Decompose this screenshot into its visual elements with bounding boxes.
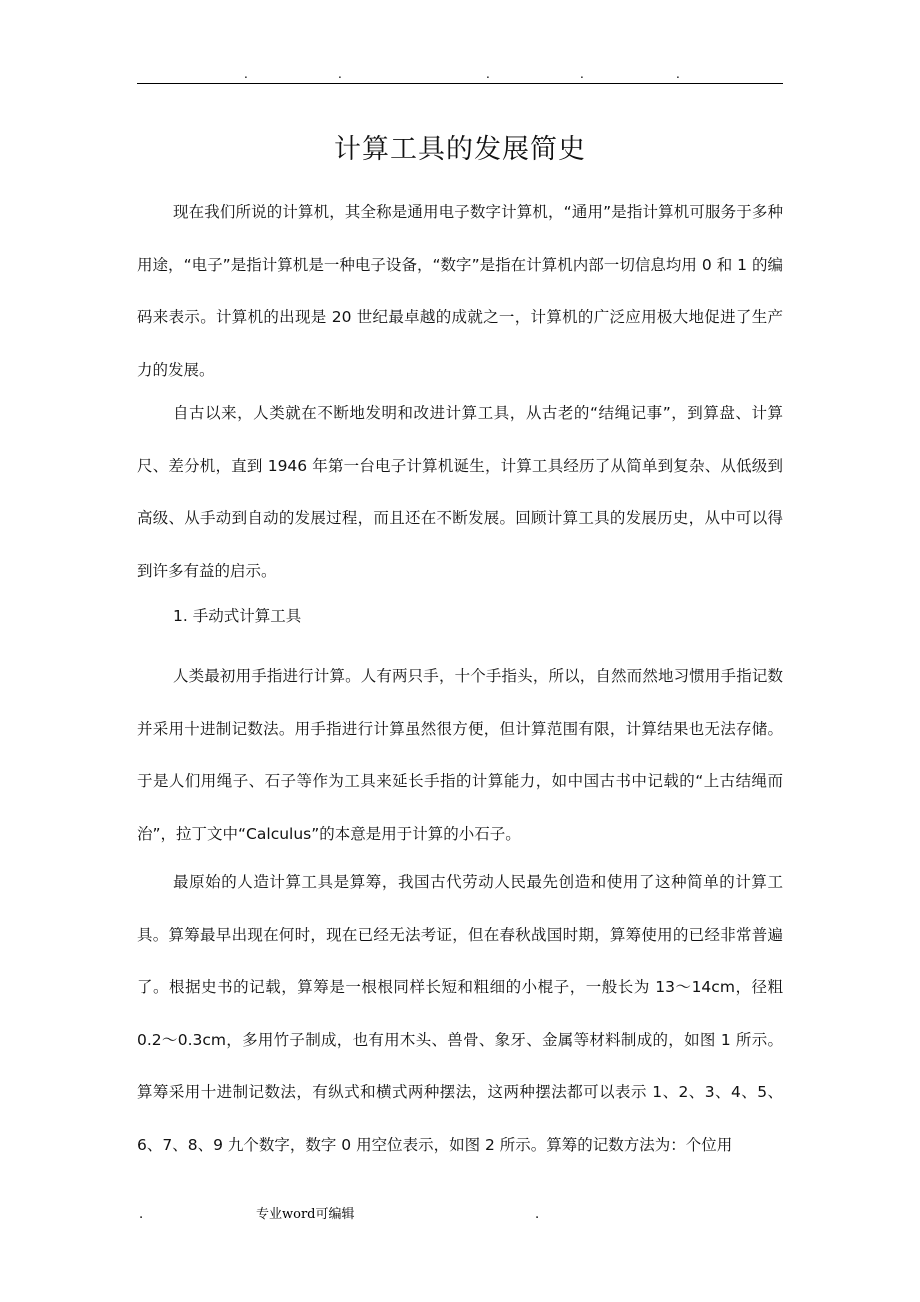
header-dot: .: [486, 67, 490, 81]
footer-text: 专业word可编辑: [256, 1207, 355, 1222]
paragraph-counting-rods: 最原始的人造计算工具是算筹，我国古代劳动人民最先创造和使用了这种简单的计算工具。算筹最早出现在何时，现在已经无法考证，但在春秋战国时期，算筹使用的已经非常普遍了。根据史书的记载，算筹是一根根同样长短和粗细的小棍子，一般长为 13～14cm，径粗 0.2～0.3cm，多用竹子制成，也有用木头、兽骨、象牙、金属等材料制成的，如图 1 所示。算筹采用十进制记数法，有纵式和横式两种摆法，这两种摆法都可以表示 1、2、3、4、5、6、7、8、9 九个数字，数字 0 用空位表示，如图 2 所示。算筹的记数方法为：个位用: [137, 873, 783, 1154]
footer-right-dot: .: [535, 1207, 540, 1222]
header-dot: .: [676, 67, 680, 81]
header-dot: .: [580, 67, 584, 81]
header-dot: .: [244, 67, 248, 81]
footer-left-dot: .: [139, 1207, 144, 1222]
header-dot: .: [338, 67, 342, 81]
page-title: 计算工具的发展简史: [334, 134, 586, 165]
paragraph-fingers: 人类最初用手指进行计算。人有两只手，十个手指头，所以，自然而然地习惯用手指记数并采用十进制记数法。用手指进行计算虽然很方便，但计算范围有限，计算结果也无法存储。于是人们用绳子、石子等作为工具来延长手指的计算能力，如中国古书中记载的“上古结绳而治”，拉丁文中“Calculus”的本意是用于计算的小石子。: [137, 667, 783, 843]
paragraph-intro: 现在我们所说的计算机，其全称是通用电子数字计算机，“通用”是指计算机可服务于多种用途，“电子”是指计算机是一种电子设备，“数字”是指在计算机内部一切信息均用 0 和 1 的编码来表示。计算机的出现是 20 世纪最卓越的成就之一，计算机的广泛应用极大地促进了生产力的发展。: [137, 203, 783, 379]
section-heading: 1. 手动式计算工具: [173, 607, 302, 625]
header-divider: [137, 83, 783, 84]
paragraph-history: 自古以来，人类就在不断地发明和改进计算工具，从古老的“结绳记事”，到算盘、计算尺、差分机，直到 1946 年第一台电子计算机诞生，计算工具经历了从简单到复杂、从低级到高级、从手动到自动的发展过程，而且还在不断发展。回顾计算工具的发展历史，从中可以得到许多有益的启示。: [137, 404, 783, 580]
